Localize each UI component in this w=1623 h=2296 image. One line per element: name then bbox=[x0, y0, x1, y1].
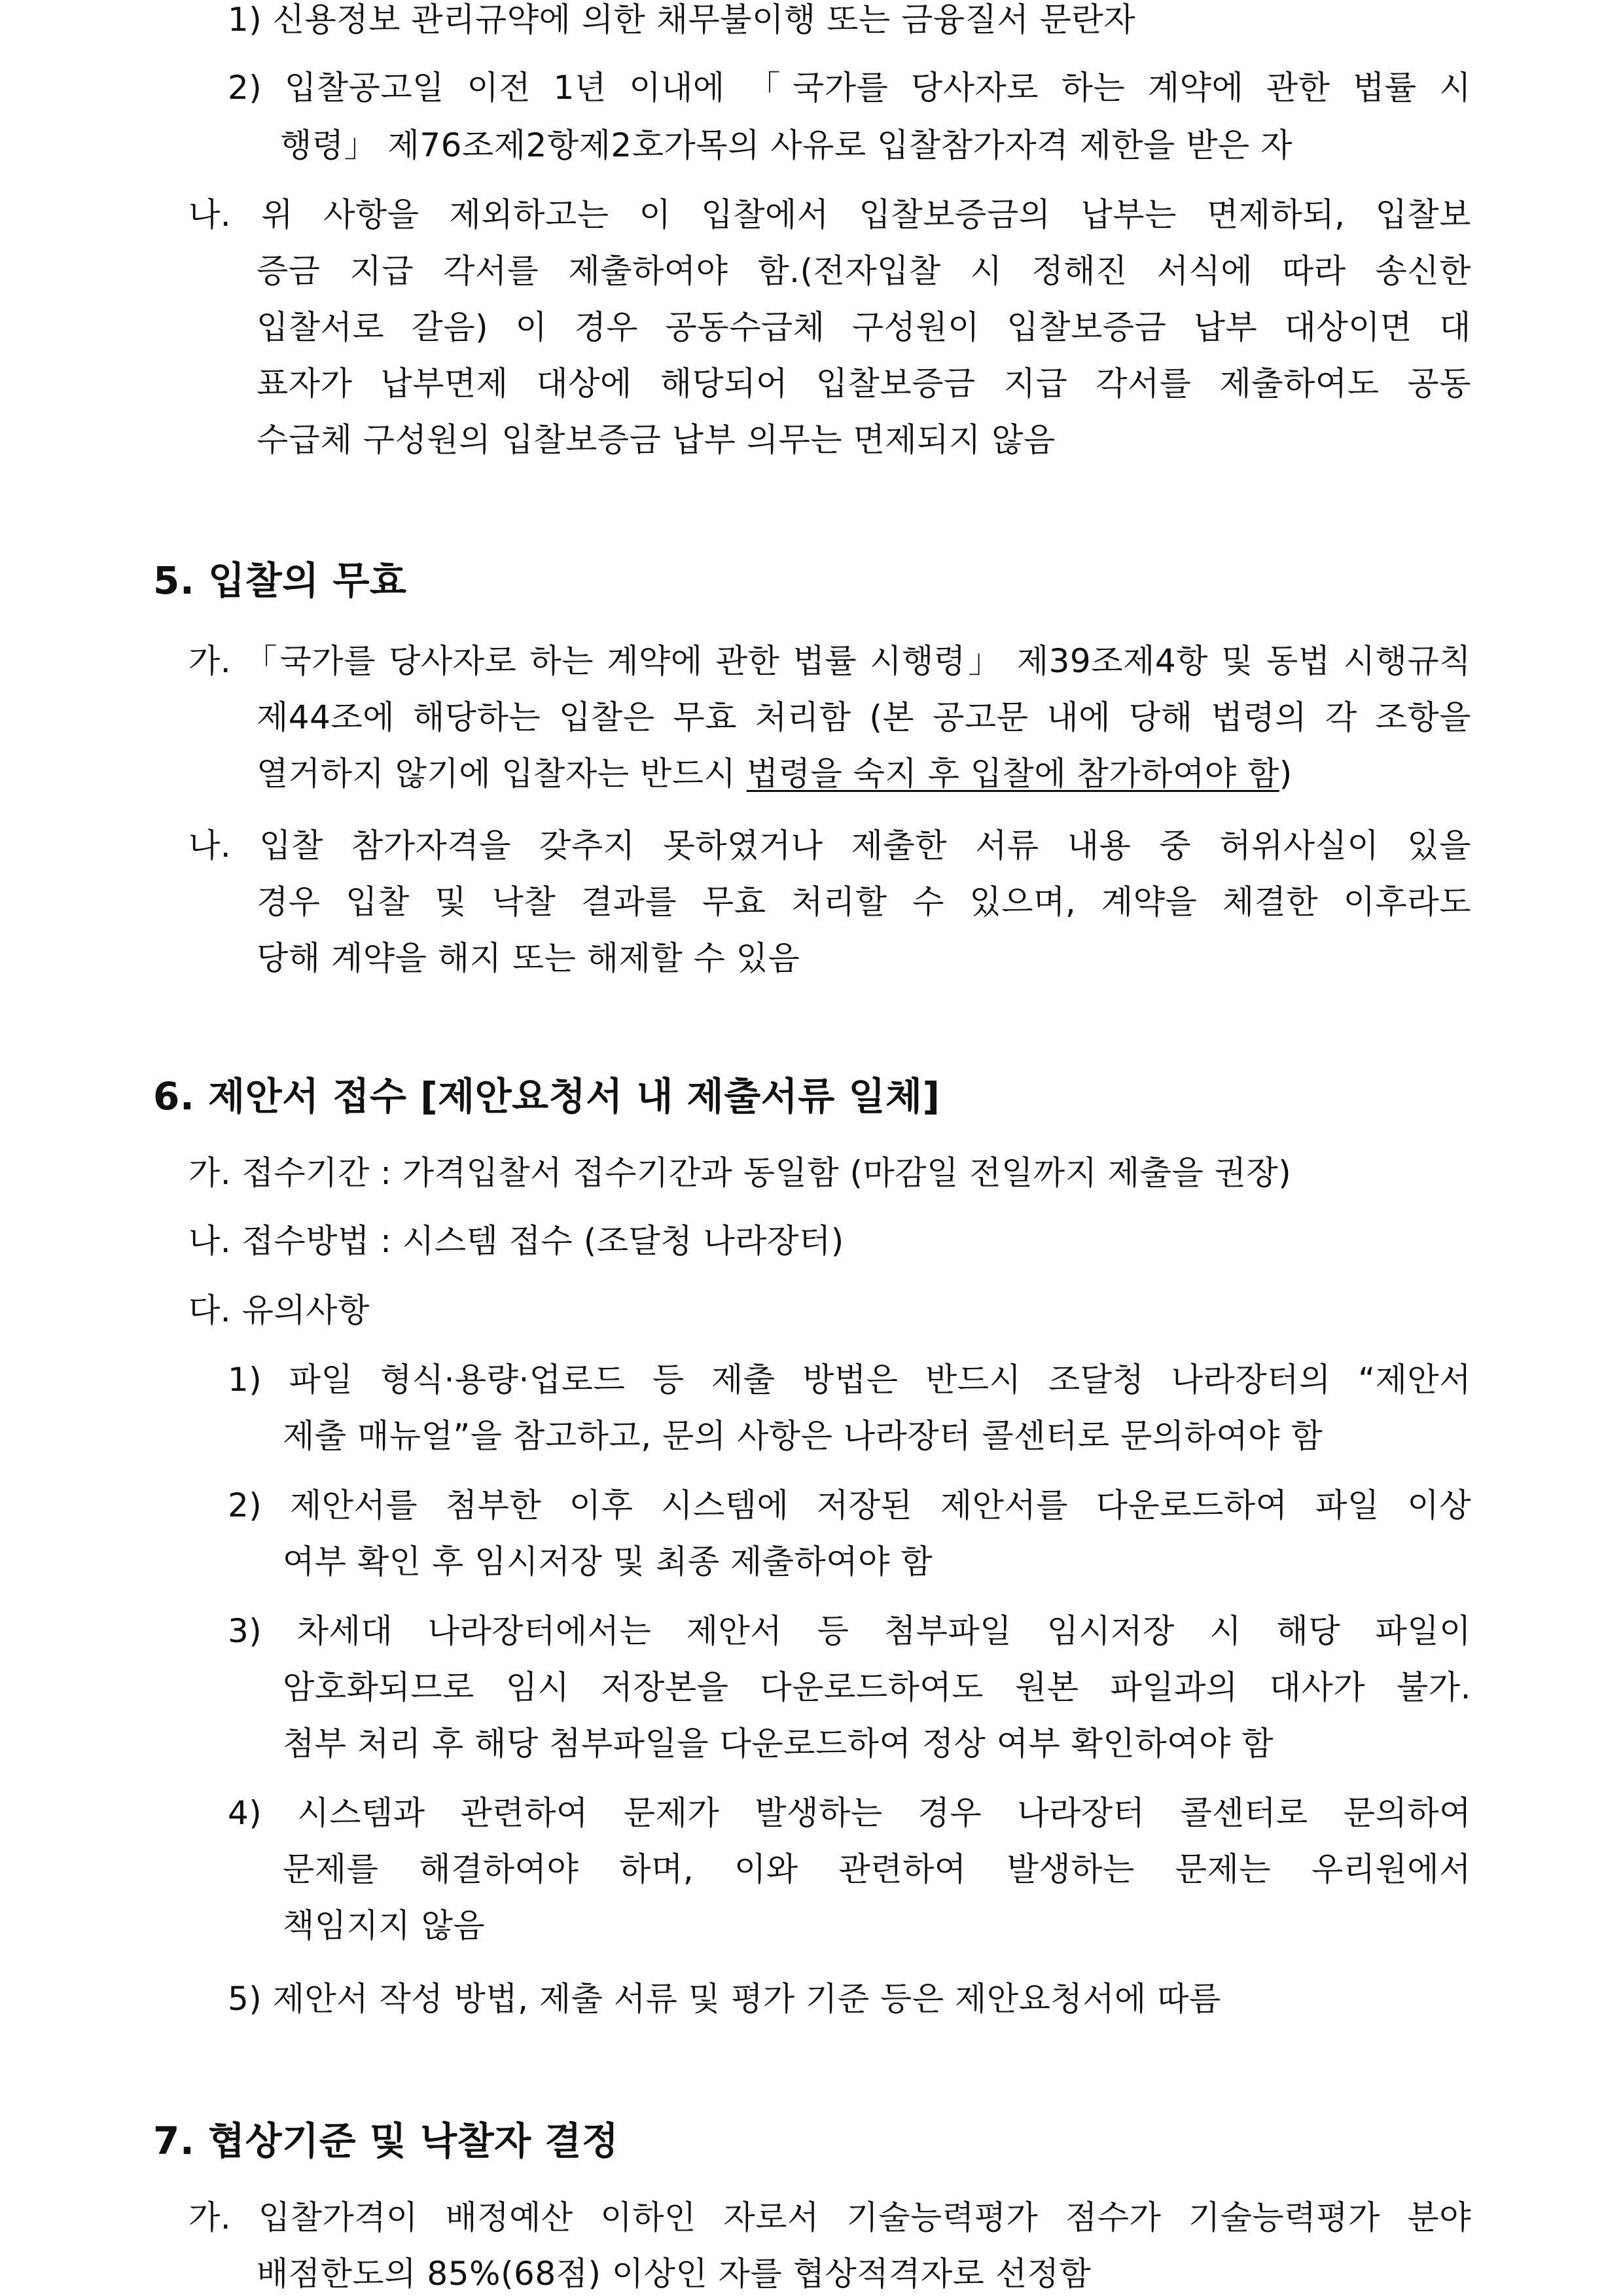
section-7-heading: 7. 협상기준 및 낙찰자 결정 bbox=[153, 2119, 619, 2163]
s7-ga-line1: 가. 입찰가격이 배정예산 이하인 자로서 기술능력평가 점수가 기술능력평가 분야 bbox=[188, 2198, 1471, 2236]
s6-n4-line1: 4) 시스템과 관련하여 문제가 발생하는 경우 나라장터 콜센터로 문의하여 bbox=[228, 1794, 1471, 1832]
section-6-heading: 6. 제안서 접수 [제안요청서 내 제출서류 일체] bbox=[153, 1074, 940, 1119]
s6-na: 나. 접수방법 : 시스템 접수 (조달청 나라장터) bbox=[188, 1222, 844, 1260]
s5-ga-line2: 제44조에 해당하는 입찰은 무효 처리함 (본 공고문 내에 당해 법령의 각 조항을 bbox=[257, 698, 1471, 736]
s4-item-2-line2: 행령」 제76조제2항제2호가목의 사유로 입찰참가자격 제한을 받은 자 bbox=[280, 126, 1293, 164]
s4-na-line3: 입찰서로 갈음) 이 경우 공동수급체 구성원이 입찰보증금 납부 대상이면 대 bbox=[257, 308, 1471, 346]
s6-da: 다. 유의사항 bbox=[188, 1291, 370, 1329]
s6-n5: 5) 제안서 작성 방법, 제출 서류 및 평가 기준 등은 제안요청서에 따름 bbox=[228, 1980, 1221, 2018]
s6-n2-line1: 2) 제안서를 첨부한 이후 시스템에 저장된 제안서를 다운로드하여 파일 이상 bbox=[228, 1486, 1471, 1524]
s5-na-line2: 경우 입찰 및 낙찰 결과를 무효 처리할 수 있으며, 계약을 체결한 이후라도 bbox=[257, 883, 1471, 921]
s5-ga-line3-end: ) bbox=[1279, 755, 1293, 793]
s4-na-line2: 증금 지급 각서를 제출하여야 함.(전자입찰 시 정해진 서식에 따라 송신한 bbox=[257, 252, 1471, 290]
s5-ga-line3-text: 열거하지 않기에 입찰자는 반드시 bbox=[257, 755, 747, 793]
s6-n1-line1: 1) 파일 형식·용량·업로드 등 제출 방법은 반드시 조달청 나라장터의 “제안서 bbox=[228, 1361, 1471, 1399]
s5-na-line3: 당해 계약을 해지 또는 해제할 수 있음 bbox=[257, 939, 800, 977]
s5-ga-line1: 가. 「국가를 당사자로 하는 계약에 관한 법률 시행령」 제39조제4항 및 동법 시행규칙 bbox=[188, 642, 1471, 680]
s6-n3-line2: 암호화되므로 임시 저장본을 다운로드하여도 원본 파일과의 대사가 불가. bbox=[283, 1668, 1471, 1706]
s5-ga-line3-underlined: 법령을 숙지 후 입찰에 참가하여야 함 bbox=[746, 755, 1279, 793]
s6-n2-line2: 여부 확인 후 임시저장 및 최종 제출하여야 함 bbox=[283, 1543, 933, 1581]
s6-n3-line3: 첨부 처리 후 해당 첨부파일을 다운로드하여 정상 여부 확인하여야 함 bbox=[283, 1725, 1274, 1763]
s6-n4-line3: 책임지지 않음 bbox=[283, 1907, 486, 1945]
s4-item-2-line1: 2) 입찰공고일 이전 1년 이내에 「국가를 당사자로 하는 계약에 관한 법률 시 bbox=[228, 69, 1471, 107]
s4-item-1: 1) 신용정보 관리규약에 의한 채무불이행 또는 금융질서 문란자 bbox=[228, 1, 1136, 39]
s6-n3-line1: 3) 차세대 나라장터에서는 제안서 등 첨부파일 임시저장 시 해당 파일이 bbox=[228, 1612, 1471, 1650]
s6-n4-line2: 문제를 해결하여야 하며, 이와 관련하여 발생하는 문제는 우리원에서 bbox=[283, 1850, 1471, 1888]
s5-ga-line3 bbox=[257, 754, 1293, 793]
s4-na-line5: 수급체 구성원의 입찰보증금 납부 의무는 면제되지 않음 bbox=[257, 421, 1056, 459]
s6-n1-line2: 제출 매뉴얼”을 참고하고, 문의 사항은 나라장터 콜센터로 문의하여야 함 bbox=[283, 1417, 1323, 1455]
s4-na-line1: 나. 위 사항을 제외하고는 이 입찰에서 입찰보증금의 납부는 면제하되, 입찰보 bbox=[188, 196, 1471, 234]
s4-na-line4: 표자가 납부면제 대상에 해당되어 입찰보증금 지급 각서를 제출하여도 공동 bbox=[257, 365, 1471, 403]
s6-ga: 가. 접수기간 : 가격입찰서 접수기간과 동일함 (마감일 전일까지 제출을 권장) bbox=[188, 1154, 1292, 1192]
s7-ga-line2: 배점한도의 85%(68점) 이상인 자를 협상적격자로 선정함 bbox=[257, 2255, 1092, 2293]
section-5-heading: 5. 입찰의 무효 bbox=[153, 558, 407, 603]
s5-na-line1: 나. 입찰 참가자격을 갖추지 못하였거나 제출한 서류 내용 중 허위사실이 있을 bbox=[188, 827, 1471, 865]
